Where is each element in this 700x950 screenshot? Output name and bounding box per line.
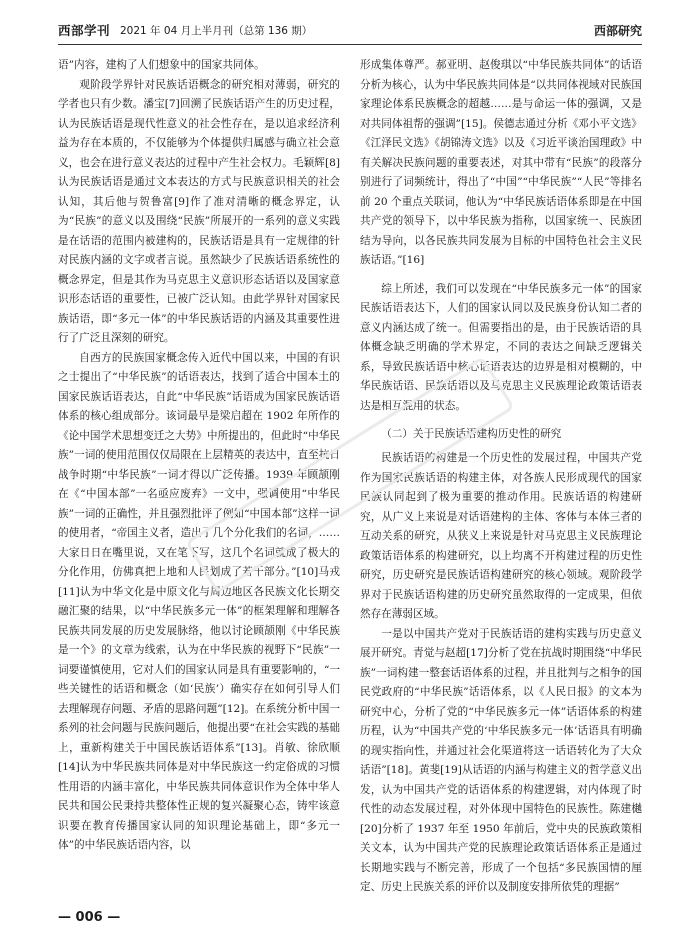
paragraph: 观阶段学界针对民族话语概念的研究相对薄弱，研究的学者也只有少数。潘宝[7]回溯了民族话语产生的历史过程，认为民族话语是现代性意义的社会性存在，是以追求经济利益为存在本质的，不仅能够为个体提供归属感与确立社会意义，也会在进行意义表达的过程中产生社会权力。毛颖辉[8]认为民族话语是通过文本表达的方式与民族意识相关的社会认知，其后他与贺鲁富[9]作了准对清晰的概念界定，认为“民族”的意义以及围绕“民族”所展开的一系列的意义实践是在话语的范围内被建构的，民族话语是具有一定规律的针对民族内涵的文字或者言说。虽然缺少了民族话语系统性的概念界定，但是其作为马克思主义意识形态话语以及国家意识形态话语的重要性，已被广泛认知。由此学界针对国家民族话语，即“多元一体”的中华民族话语的内涵及其重要性进行了广泛且深刻的研究。 [58, 78, 340, 344]
page-number: — 006 — [58, 910, 121, 925]
section-name: 西部研究 [593, 24, 642, 38]
paragraph: 自西方的民族国家概念传入近代中国以来，中国的有识之士提出了“中华民族”的话语表达，找到了适合中国本土的国家民族话语表达，自此“中华民族”话语成为国家民族话语体系的核心组成部分。该词最早是梁启超在 1902 年所作的《论中国学术思想变迁之大势》中所提出的，但此时“中华民族”一词的使用范围仅仅局限在上层精英的表达中，直至抗日战争时期“中华民族”一词才得以广泛传播。1939 年顾颉刚在《“中国本部”一名亟应废弃》一文中，强调使用“中华民族”一词的正确性，并且强烈批评了例如“中国本部”这样一词的使用者，“帝国主义者，造出了几个分化我们的名词，……大家日日在嘴里说，又在笔下写，这几个名词就成了极大的分化作用，仿佛真把上地和人民划成了若干部分。”[10]马戎[11]认为中华文化是中原文化与周边地区各民族文化长期交融汇聚的结果，以“中华民族多元一体”的框架理解和理解各民族共同发展的历史发展脉络，他以讨论顾颉刚《中华民族是一个》的文章为线索，认为在中华民族的视野下“民族”一词要谨慎使用，它对人们的国家认同是具有重要影响的，“一些关键性的话语和概念（如‘民族’）确实存在如何引导人们去理解现存问题、矛盾的思路问题”[12]。在系统分析中国一系列的社会问题与民族问题后，他提出要“在社会实践的基础上，重新构建关于中国民族话语体系”[13]。肖敏、徐欣顺[14]认为中华民族共同体是对中华民族这一约定俗成的习惯性用语的内涵丰富化，中华民族共同体意识作为全体中华人民共和国公民秉持共整体性正规的复兴凝聚心态，铸牢该意识要在教育传播国家认同的知识理论基础上，即“多元一体”的中华民族话语内容，以 [58, 351, 340, 851]
right-column [360, 56, 642, 898]
section-heading: （二）关于民族话语建构历史性的研究 [381, 428, 562, 440]
paragraph: 一是以中国共产党对于民族话语的建构实践与历史意义展开研究。青觉与赵超[17]分析了党在抗战时期围绕“中华民族”一词构建一整套话语体系的过程，并且批判与之相争的国民党政府的“中华民族”话语体系，以《人民日报》的文本为研究中心，分析了党的“中华民族多元一体”话语体系的构建历程，认为“中国共产党的‘中华民族多元一体’话语具有明确的现实指向性，并通过社会化渠道将这一话语转化为了大众话语”[18]。黄斐[19]从话语的内涵与构建主义的哲学意义出发，认为中国共产党的话语体系的构建逻辑，对内体现了时代性的动态发展过程，对外体现中国特色的民族性。陈建樾[20]分析了 1937 年至 1950 年前后，党中央的民族政策相关文本，认为中国共产党的民族理论政策话语体系正是通过长期地实践与不断完善，形成了一个包括“多民族国情的厘定、历史上民族关系的评价以及制度安排所依凭的理据” [360, 627, 642, 893]
issue-info: 2021 年 04 月上半月刊（总第 136 期） [120, 25, 313, 37]
paragraph: 语”内容，建构了人们想象中的国家共同体。 [58, 59, 265, 71]
paragraph: 形成集体尊严。郝亚明、赵俊琪以“中华民族共同体”的话语分析为核心，认为中华民族共同体是“以共同体视域对民族国家理论体系民族概念的超越……是与命运一体的强调，又是对共同体祖帮的强调”[15]。侯德志通过分析《邓小平文选》《江泽民文选》《胡锦涛文选》以及《习近平谈治国理政》中有关解决民族问题的重要表述，对其中带有“民族”的段落分别进行了词频统计，得出了“中国”“中华民族”“人民”等排名前 20 个重点关联词，他认为“中华民族话语体系即是在中国共产党的领导下，以中华民族为指称，以国家统一、民族团结为导向，以各民族共同发展为目标的中国特色社会主义民族话语。”[16] [360, 59, 642, 266]
left-column [58, 56, 340, 898]
paragraph: 综上所述，我们可以发现在“中华民族多元一体”的国家民族话语表达下，人们的国家认同以及民族身份认知二者的意义内涵达成了统一。但需要指出的是，由于民族话语的具体概念缺乏明确的学术界定，不同的表达之间缺乏逻辑关系，导致民族话语中核心话语表达的边界是相对模糊的，中华民族话语、民族话语以及马克思主义民族理论政策话语表达是相互混用的状态。 [360, 282, 642, 412]
journal-name: 西部学刊 [58, 23, 111, 38]
running-header [58, 18, 642, 45]
body-text [58, 56, 642, 898]
paragraph: 民族话语的构建是一个历史性的发展过程，中国共产党作为国家民族话语的构建主体，对各族人民形成现代的国家民族认同起到了极为重要的推动作用。民族话语的构建研究，从广义上来说是对话语建构的主体、客体与本体三者的互动关系的研究，从狭义上来说是针对马克思主义民族理论政策话语体系的构建研究，以上均离不开构建过程的历史性研究，历史研究是民族话语构建研究的核心领域。观阶段学界对于民族话语构建的历史研究虽然取得的一定成果，但依然存在薄弱区域。 [360, 452, 642, 620]
